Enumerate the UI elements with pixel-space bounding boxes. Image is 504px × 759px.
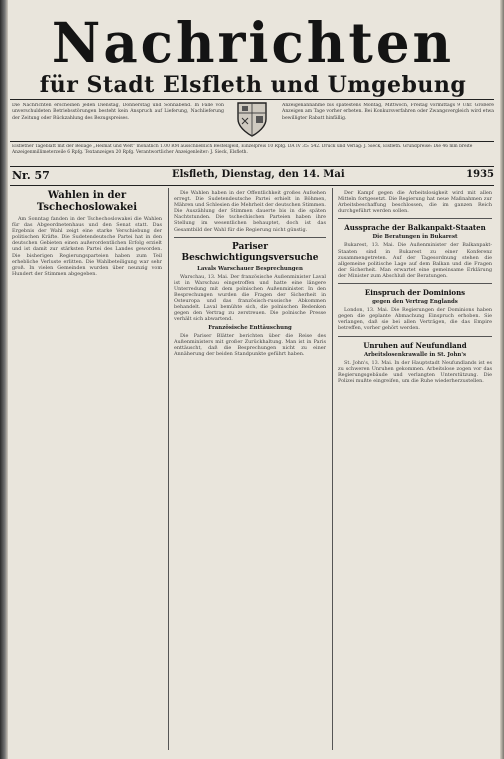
publication-info-right: Anzeigenannahme bis spätestens Montag, Mittwoch, Freitag vormittags 9 Uhr. Größere Anzeigen am Tage vorher erbeten. Bei Konkursverfahren oder Zwangsvergleich wird etwa bewilligter Rabatt hinfällig. [282, 103, 494, 121]
book-spine-shadow [0, 0, 8, 759]
headline-tschechoslowakei: Wahlen in der Tschechoslowakei [36, 190, 138, 213]
headline-dominions: Einspruch der Dominions [364, 288, 466, 298]
dateline [12, 169, 494, 183]
page-edge [500, 0, 504, 759]
article-neufundland-text: St. John's, 13. Mai. In der Hauptstadt Neufundlands ist es zu schweren Unruhen gekommen. Arbeitslose zogen vor das Regierungsgebäude und verlangten Unterstützung. Die Polizei mußte eingreifen, um die Ruhe wiederherzustellen. [338, 359, 492, 384]
article-franzoesisch-text: Die Pariser Blätter berichten über die Reise des Außenministers mit großer Zurückhaltung. Man ist in Paris enttäuscht, daß die Besprechungen nicht zu einer Annäherung der beiden Standpunkte geführt haben. [174, 332, 326, 357]
headline-balkanpakt: Aussprache der Balkanpakt-Staaten [344, 223, 486, 233]
article-balkanpakt-text: Bukarest, 13. Mai. Die Außenminister der Balkanpakt-Staaten sind in Bukarest zu einer Konferenz zusammengetreten. Auf der Tagesordnung stehen die allgemeine politische Lage auf dem Balkan und die Fragen der Sicherheit. Man erwartet eine gemeinsame Erklärung der Minister zum Abschluß der Beratungen. [338, 242, 492, 279]
column-middle [174, 190, 326, 750]
article-middle-continuation: Die Wahlen haben in der Öffentlichkeit großes Aufsehen erregt. Die Sudetendeutsche Partei erhielt in Böhmen, Mähren und Schlesien die Mehrheit der deutschen Stimmen. Die Auszählung der Stimmen dauerte bis in die späten Nachtstunden. Die tschechischen Parteien haben ihre Stellung im wesentlichen behauptet, doch ist das Gesamtbild der Wahl für die Regierung nicht günstig. [174, 190, 326, 233]
article-right-continuation: Der Kampf gegen die Arbeitslosigkeit wird mit allen Mitteln fortgesetzt. Die Regierung hat neue Maßnahmen zur Arbeitsbeschaffung beschlossen, die im ganzen Reich durchgeführt werden sollen. [338, 190, 492, 215]
subhead-neufundland: Arbeitslosenkrawalle in St. John's [363, 351, 467, 358]
article-tschechoslowakei-text: Am Sonntag fanden in der Tschechoslowakei die Wahlen für das Abgeordnetenhaus und den Senat statt. Das Ergebnis der Wahl zeigt eine starke Verschiebung der politischen Kräfte. Die Sudetendeutsche Partei hat in den deutschen Gebieten einen außerordentlichen Erfolg erzielt und ist damit zur stärksten Partei des Landes geworden. Die bisherigen Regierungsparteien haben zum Teil erhebliche Verluste erlitten. Die Wahlbeteiligung war sehr groß. In vielen Gemeinden wurden über neunzig vom Hundert der Stimmen abgegeben. [12, 216, 162, 277]
subhead-dominions: gegen den Vertrag Englands [372, 299, 458, 306]
issue-number: Nr. 57 [12, 169, 50, 182]
headline-paris: Pariser Beschwichtigungsversuche [181, 241, 319, 263]
issue-place-date: Elsfleth, Dienstag, den 14. Mai [172, 169, 345, 180]
column-left [12, 190, 162, 750]
article-dominions-text: London, 13. Mai. Die Regierungen der Dominions haben gegen die geplante Abmachung Einspruch erhoben. Sie verlangen, daß sie bei allen Verträgen, die das Empire betreffen, vorher gehört werden. [338, 307, 492, 332]
headline-neufundland: Unruhen auf Neufundland [363, 340, 467, 350]
subhead-balkanpakt: Die Beratungen in Bukarest [372, 234, 458, 241]
issue-year: 1935 [466, 169, 494, 180]
city-crest-icon [232, 99, 272, 139]
rule-dateline-top [10, 166, 494, 167]
column-divider-2 [332, 188, 333, 750]
rule-dateline-bottom [10, 185, 494, 186]
column-right [338, 190, 492, 750]
article-paris-text: Warschau, 13. Mai. Der französische Außenminister Laval ist in Warschau eingetroffen und hatte eine längere Unterredung mit dem polnischen Außenminister. In den Besprechungen wurden die Fragen der Sicherheit in Osteuropa und das französisch-russische Abkommen behandelt. Laval bemühte sich, die polnischen Bedenken gegen den Vertrag zu zerstreuen. Die polnische Presse verhält sich abwartend. [174, 273, 326, 323]
publisher-info-line: Elsflether Tageblatt mit der Beilage „Heimat und Welt“ monatlich 1.00 RM ausschließlich Bestellgeld, Einzelpreis 10 Rpfg. DA IV 35: 542. Druck und Verlag: J. Sieck, Elsfleth. Grundpreise: Die 46 mm breite Anzeigenmillimeterzeile 6 Rpfg. Textanzeigen 20 Rpfg. Verantwortlicher Anzeigenleiter: J. Sieck, Elsfleth. [12, 144, 473, 156]
subhead-paris: Lavals Warschauer Besprechungen [197, 265, 303, 272]
subhead-franzoesisch: Französische Enttäuschung [208, 324, 292, 331]
masthead-subtitle: für Stadt Elsfleth und Umgebung [39, 72, 467, 98]
column-divider-1 [168, 188, 169, 750]
publication-info-left: Die Nachrichten erscheinen jeden Dienstag, Donnerstag und Sonnabend. In Fälle von unverschuldeten Betriebsstörungen besteht kein Anspruch auf Lieferung, Nachlieferung der Zeitung oder Rückzahlung des Bezugspreises. [12, 103, 224, 121]
masthead-title: Nachrichten [51, 10, 455, 76]
rule-mid [10, 141, 494, 142]
